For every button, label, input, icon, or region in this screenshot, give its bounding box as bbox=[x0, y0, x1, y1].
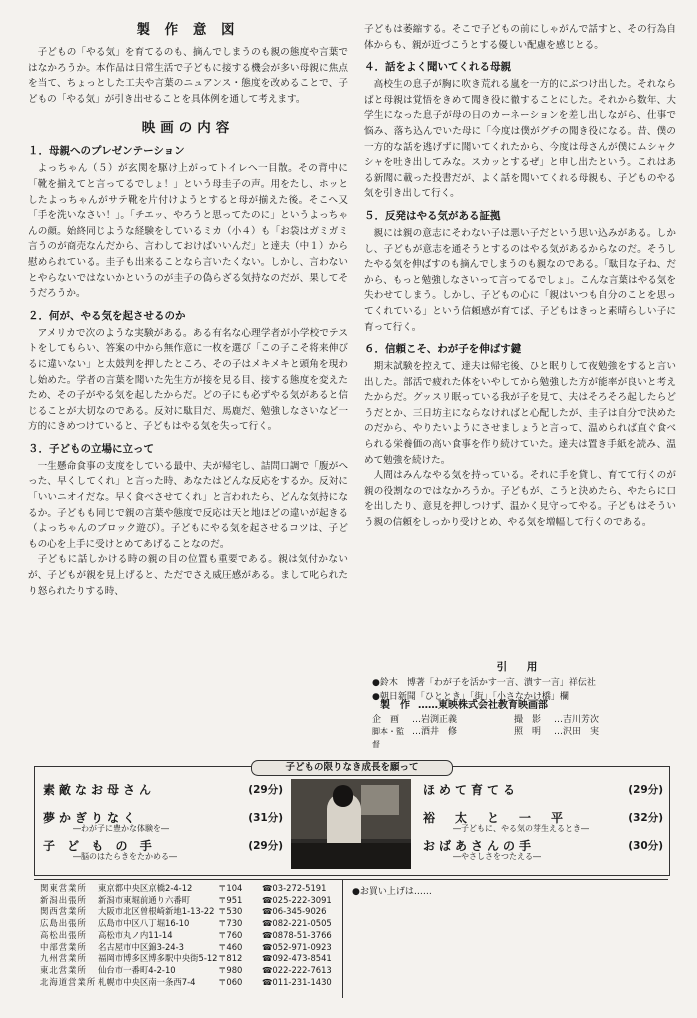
film-item bbox=[43, 837, 283, 865]
staff-name: …酒井 修 bbox=[412, 727, 458, 737]
film-minutes: (29分) bbox=[248, 840, 283, 852]
office-row: 九州営業所 福岡市博多区博多駅中央街5-12 〒812 ☎092-473-8541 bbox=[40, 953, 332, 964]
film-list-left bbox=[43, 781, 283, 865]
film-still-photo bbox=[291, 779, 411, 869]
citation-block bbox=[366, 660, 676, 704]
staff-role: 撮 影 bbox=[514, 714, 542, 725]
film-item bbox=[423, 809, 663, 837]
film-subtitle: ―脳のはたらきをたかめる― bbox=[73, 852, 177, 861]
office-row: 東北営業所 仙台市一番町4-2-10 〒980 ☎022-222-7613 bbox=[40, 964, 332, 975]
purchase-contact: ●お買い上げは…… bbox=[352, 887, 432, 897]
staff-role: 脚本・監督 bbox=[372, 727, 404, 749]
production-company bbox=[372, 700, 676, 713]
section-6-text: 期末試験を控えて、達夫は帰宅後、ひと眠りして夜勉強をすると言い出した。部活で疲れた体をいやしてから勉強した方が能率が良いと考えたからだ。グッスリ眠っている我が子を見て、夫はそろそろ起したらどうだとか、三日坊主にならなければと心配したが、圭子は自分で決めたのだから、やりたいようにさせましょうと言って、温められば直ぐ食べられる栄養価の高い食事を作り続けていた。達夫は置き手紙を読み、温めて勉強を続けた。 bbox=[364, 361, 676, 466]
section-4-text: 高校生の息子が胸に吹き荒れる嵐を一方的にぶつけ出した。それならばと母親は覚悟をきめて聞き役に徹することにした。それから数年、大学生になった息子が母の日のカーネーションを差し出しながら、仕事で悩み、落ち込んでいた母に「今度は僕がグチの聞き役になる。昔、僕の一方的な話を逃げずに聞いてくれたから、今度は母さんが僕にムシャクシャを吐き出してみな。スカッとするぜ」と申し出たという。これはある新聞に載った投書だが、よく話を聞いてくれる母親も、子どものやる気を引き出して行く。 bbox=[364, 79, 676, 200]
office-row: 新潟出張所 新潟市東堀前通り六番町 〒951 ☎025-222-3091 bbox=[40, 894, 332, 905]
office-row: 高松出張所 高松市丸ノ内11-14 〒760 ☎0878-51-3766 bbox=[40, 929, 332, 940]
section-3-text: 一生懸命食事の支度をしている最中、夫が帰宅し、詰問口調で「腹がへった、早くしてくれ」と言った時、あなたはどんな反応をするか。反対に「いいニオイだな。早く食べさせてくれ」と言われたら、どんな気持になるか。子どもも同じで親の言葉や態度で反応は天と地ほどの違いが起きる（よっちゃんのブロック遊び）。子どもにやる気を起させるコツは、子どもの心を上手に受けとめてあげることなのだ。 bbox=[28, 460, 348, 550]
citation-title: 引 用 bbox=[496, 661, 546, 673]
citation-item: ●朝日新聞「ひととき」「街」「小さなかけ橋」欄 bbox=[372, 692, 569, 702]
production-label: 製 作 bbox=[380, 700, 410, 711]
staff-row bbox=[372, 726, 676, 751]
staff-role: 企 画 bbox=[372, 714, 400, 725]
staff-name: …吉川芳次 bbox=[554, 714, 600, 725]
citation-item: ●鈴木 博著「わが子を活かす一言、潰す一言」祥伝社 bbox=[372, 678, 596, 688]
film-minutes: (30分) bbox=[628, 840, 663, 852]
section-5-text: 親には親の意志にそわない子は悪い子だという思い込みがある。しかし、子どもが意志を通そうとするのはやる気があるからなのだ。そうしたやる気を伸ばすのも摘んでしまうのも親なのである。「駄目な子ね、だから、もっと勉強しなさいって言ってるでしょ」。こんな言葉はやる気を失わせてしまう。しかし、子どもの心に「親はいつも自分のことを思ってくれている」という信頼感が育てば、子どもはきっと素晴らしい子に育って行く。 bbox=[364, 227, 676, 333]
film-minutes: (32分) bbox=[628, 812, 663, 824]
film-subtitle: ―やさしさをつたえる― bbox=[453, 852, 541, 861]
film-item bbox=[423, 837, 663, 865]
right-column bbox=[364, 22, 676, 531]
film-item bbox=[43, 809, 283, 837]
section-3-title: ３．子どもの立場に立って bbox=[28, 442, 154, 455]
section-5-title: ５．反発はやる気がある証拠 bbox=[364, 209, 501, 222]
office-row: 北海道営業所 札幌市中央区南一条西7-4 〒060 ☎011-231-1430 bbox=[40, 976, 332, 987]
section-6-title: ６．信頼こそ、わが子を伸ばす鍵 bbox=[364, 343, 522, 356]
continued-text: 子どもは萎縮する。そこで子どもの前にしゃがんで話すと、その行為自体からも、親が近づこうとする優しい配慮を感じとる。 bbox=[364, 24, 676, 51]
section-1-title: １．母親へのプレゼンテーション bbox=[28, 145, 185, 158]
film-title: 裕 太 と 一 平 bbox=[423, 811, 568, 825]
section-2-text: アメリカで次のような実験がある。ある有名な心理学者が小学校でテストをしてもらい、答案の中から無作意に一枚を選び「この子こそ将来伸びるに違いない」と太鼓判を押したところ、その子はメキメキと頭角を現わし始めた。学者の言葉を聞いた先生方が接を見る目、接する態度を変えたため、その子がやる気を起したからだ。どの子にも必ずやる気があると信じることが大切なのである。反対に駄目だ、馬鹿だ、勉強しなさいなど一方的にきめつけていると、子どもはやる気を失って行く。 bbox=[28, 327, 348, 433]
production-company-name: ……東映株式会社教育映画部 bbox=[418, 700, 548, 711]
office-list bbox=[40, 883, 340, 988]
film-minutes: (29分) bbox=[248, 784, 283, 796]
staff-name: …沢田 実 bbox=[554, 727, 600, 737]
film-item bbox=[43, 781, 283, 809]
film-title: 夢かぎりなく bbox=[43, 811, 140, 825]
film-title: ほめて育てる bbox=[423, 783, 520, 797]
section-6-text-2: 人間はみんなやる気を持っている。それに手を貸し、育てて行くのが親の役割なのではなかろうか。子どもが、こうと決めたら、やたらに口を出したり、意見を押しつけず、温かく見守ってやる。子どもはそういう親の信頼をしっかり受けとめ、やる気を増幅して行くのである。 bbox=[364, 470, 676, 529]
section-3-text-2: 子どもに話しかける時の親の目の位置も重要である。親は気付かないが、子どもが親を見上げると、ただでさえ威圧感がある。まして叱られたり怒られたりする時、 bbox=[28, 554, 348, 597]
film-title: おばあさんの手 bbox=[423, 839, 536, 853]
section-1-text: よっちゃん（５）が玄関を駆け上がってトイレへ一目散。その背中に「靴を揃えてと言ってるでしょ！」という母圭子の声。用をたし、ホッとしたよっちゃんがサテ靴を片付けようとすると母が揃えた後。そこへ又「手を洗いなさい！」。「チエッ、やろうと思ってたのに」というよっちゃんの顔。始終同じような経験をしているミカ（小４）も「お袋はガミガミ言うのが商売なんだから、言わしておけばいいんだ」と達夫（中１）から慰められている。圭子も出来ることなら言いたくない。しかし、言わないとやらないではないかというのが圭子の偽らざる気持なのだが、果してそうだろうか。 bbox=[28, 163, 348, 300]
production-credits bbox=[372, 700, 676, 751]
office-row: 中部営業所 名古屋市中区錦3-24-3 〒460 ☎052-971-0923 bbox=[40, 941, 332, 952]
intent-heading: 製 作 意 図 bbox=[136, 22, 240, 38]
film-title: 素敵なお母さん bbox=[43, 783, 156, 797]
series-banner: 子どもの限りなき成長を願って bbox=[251, 760, 453, 776]
staff-name: …岩渕正義 bbox=[412, 714, 458, 725]
series-box bbox=[34, 762, 670, 876]
footer-column-divider bbox=[342, 880, 343, 998]
intent-text: 子どもの「やる気」を育てるのも、摘んでしまうのも親の態度や言葉ではなかろうか。本作品は日常生活で子どもに接する機会が多い母親に焦点を当て、ちょっとした工夫や言葉のニュアンス・態度を改めることで、子どもの「やる気」が引き出せることを具体例を通して考えます。 bbox=[28, 47, 348, 105]
film-title: 子 ど も の 手 bbox=[43, 839, 156, 853]
film-subtitle: ―子どもに、やる気の芽生えるとき― bbox=[453, 824, 589, 833]
film-subtitle: ―わが子に豊かな体験を― bbox=[73, 824, 169, 833]
film-minutes: (29分) bbox=[628, 784, 663, 796]
office-row: 関東営業所 東京都中央区京橋2-4-12 〒104 ☎03-272-5191 bbox=[40, 883, 327, 893]
staff-row bbox=[372, 714, 676, 727]
film-list-right bbox=[423, 781, 663, 865]
section-4-title: ４．話をよく聞いてくれる母親 bbox=[364, 61, 511, 74]
staff-role: 照 明 bbox=[514, 727, 542, 737]
office-row: 関西営業所 大阪市北区曽根崎新地1-13-22 〒530 ☎06-345-9026 bbox=[40, 906, 327, 917]
office-row: 広島出張所 広島市中区八丁堀16-10 〒730 ☎082-221-0505 bbox=[40, 918, 332, 929]
section-2-title: ２．何が、やる気を起させるのか bbox=[28, 309, 186, 322]
footer-divider bbox=[34, 879, 668, 880]
film-item bbox=[423, 781, 663, 809]
left-column bbox=[28, 18, 348, 599]
content-heading: 映画の内容 bbox=[141, 120, 235, 137]
film-minutes: (31分) bbox=[248, 812, 283, 824]
